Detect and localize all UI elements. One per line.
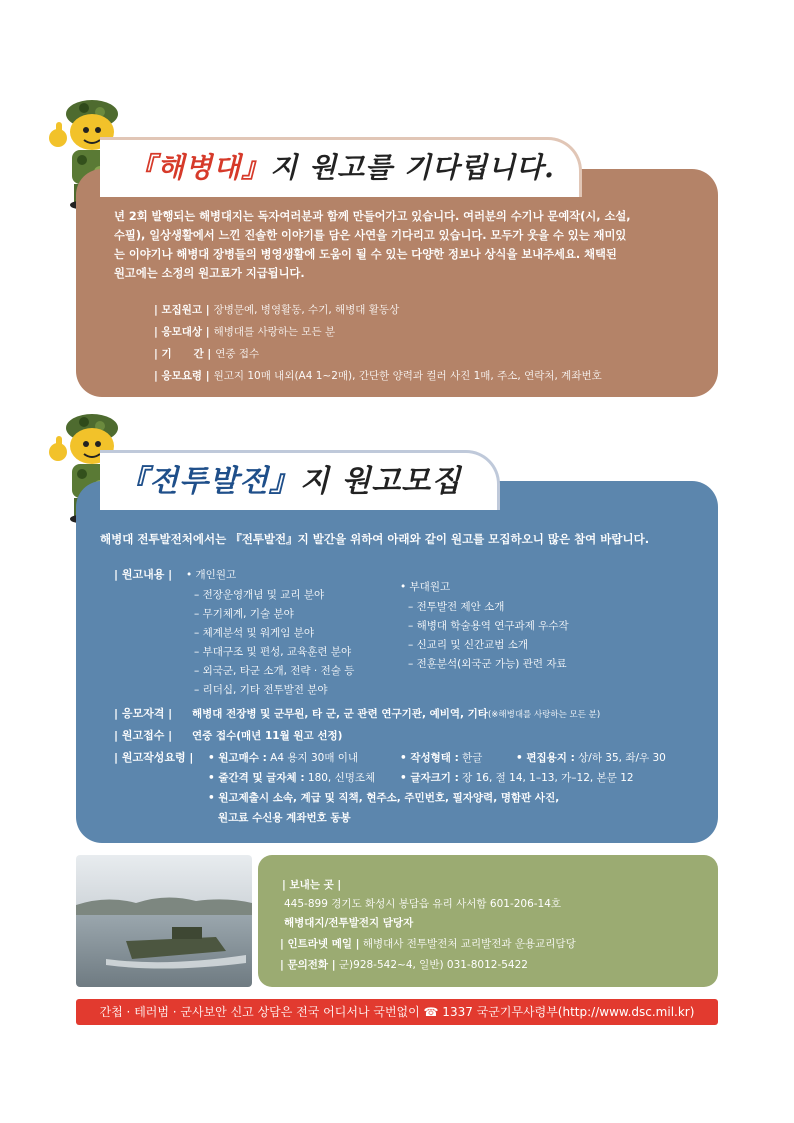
intro-line: 년 2회 발행되는 해병대지는 독자여러분과 함께 만들어가고 있습니다. 여러분의 수기나 문예작(시, 소설, bbox=[114, 210, 631, 223]
section2-title bbox=[118, 456, 461, 500]
guide-font-size: • 글자크기 : 장 16, 절 14, 1–13, 가–12, 본문 12 bbox=[400, 772, 634, 784]
intranet-row: | 인트라넷 메일 | 해병대사 전투발전처 교리발전과 운용교리담당 bbox=[280, 938, 576, 950]
guide-margin: • 편집용지 : 상/하 35, 좌/우 30 bbox=[516, 752, 666, 764]
eligibility-value: 해병대 전장병 및 군무원, 타 군, 군 관련 연구기관, 예비역, 기타(※해병대를 사랑하는 모든 분) bbox=[192, 708, 601, 720]
section1-title-prefix: 『해병대』 bbox=[128, 151, 271, 184]
section1-item-category: | 모집원고 | 장병문예, 병영활동, 수기, 해병대 활동상 bbox=[154, 304, 400, 316]
section2-intro: 해병대 전투발전처에서는 『전투발전』지 발간을 위하여 아래와 같이 원고를 모집하오니 많은 참여 바랍니다. bbox=[100, 532, 650, 546]
guide-submit-line2: 원고료 수신용 계좌번호 동봉 bbox=[218, 812, 351, 824]
section2-title-prefix: 『전투발전』 bbox=[118, 464, 300, 499]
security-report-banner: 간첩 · 테러범 · 군사보안 신고 상담은 전국 어디서나 국번없이 ☎ 1337 국군기무사령부(http://www.dsc.mil.kr) bbox=[76, 999, 718, 1025]
intro-line: 는 이야기나 해병대 장병들의 병영생활에 도움이 될 수 있는 다양한 정보나 상식을 보내주세요. 채택된 bbox=[114, 248, 617, 261]
guide-format: • 작성형태 : 한글 bbox=[400, 752, 483, 764]
section1-item-period: | 기 간 | 연중 접수 bbox=[154, 348, 260, 360]
personal-item: – 외국군, 타군 소개, 전략 · 전술 등 bbox=[194, 665, 355, 677]
personal-item: – 무기체계, 기술 분야 bbox=[194, 608, 294, 620]
personal-item: – 리더십, 기타 전투발전 분야 bbox=[194, 684, 328, 696]
personal-item: – 전장운영개념 및 교리 분야 bbox=[194, 589, 325, 601]
intro-line: 수필), 일상생활에서 느낀 진솔한 이야기를 담은 사연을 기다리고 있습니다. 모두가 웃을 수 있는 재미있 bbox=[114, 229, 627, 242]
guide-pages: • 원고매수 : A4 용지 30매 이내 bbox=[208, 752, 359, 764]
personal-item: – 체계분석 및 워게임 분야 bbox=[194, 627, 315, 639]
section2-title-rest: 지 원고모집 bbox=[299, 464, 462, 499]
address: 445-899 경기도 화성시 봉담읍 유리 사서함 601-206-14호 bbox=[284, 898, 562, 910]
section1-title bbox=[128, 146, 555, 186]
eligibility-label: | 응모자격 | bbox=[114, 707, 173, 720]
section1-title-rest: 지 원고를 기다립니다. bbox=[270, 151, 555, 184]
unit-item: – 전투발전 제안 소개 bbox=[408, 601, 505, 613]
personal-item: – 부대구조 및 편성, 교육훈련 분야 bbox=[194, 646, 352, 658]
content-label: | 원고내용 | bbox=[114, 568, 173, 581]
guide-label: | 원고작성요령 | bbox=[114, 751, 194, 764]
section1-intro bbox=[114, 207, 694, 283]
unit-heading: • 부대원고 bbox=[400, 581, 451, 593]
phone-row: | 문의전화 | 군)928-542~4, 일반) 031-8012-5422 bbox=[280, 959, 528, 971]
submission-value: 연중 접수(매년 11월 원고 선정) bbox=[192, 730, 343, 742]
send-label: | 보내는 곳 | bbox=[282, 879, 342, 891]
section1-item-guideline: | 응모요령 | 원고지 10매 내외(A4 1~2매), 간단한 양력과 컬러 사진 1매, 주소, 연락처, 계좌번호 bbox=[154, 370, 602, 382]
section1-panel bbox=[76, 169, 718, 397]
unit-item: – 전훈분석(외국군 가능) 관련 자료 bbox=[408, 658, 567, 670]
personal-heading: • 개인원고 bbox=[186, 569, 237, 581]
amphibious-vehicle-photo bbox=[76, 855, 252, 987]
guide-submit-line1: • 원고제출시 소속, 계급 및 직책, 현주소, 주민번호, 필자양력, 명함판 사진, bbox=[208, 792, 560, 804]
guide-spacing: • 줄간격 및 글자체 : 180, 신명조체 bbox=[208, 772, 376, 784]
intro-line: 원고에는 소정의 원고료가 지급됩니다. bbox=[114, 267, 305, 280]
unit-item: – 신교리 및 신간교범 소개 bbox=[408, 639, 529, 651]
unit-item: – 해병대 학술용역 연구과제 우수작 bbox=[408, 620, 569, 632]
submission-label: | 원고접수 | bbox=[114, 729, 173, 742]
department: 해병대지/전투발전지 담당자 bbox=[284, 917, 414, 929]
section1-item-target: | 응모대상 | 해병대를 사랑하는 모든 분 bbox=[154, 326, 336, 338]
